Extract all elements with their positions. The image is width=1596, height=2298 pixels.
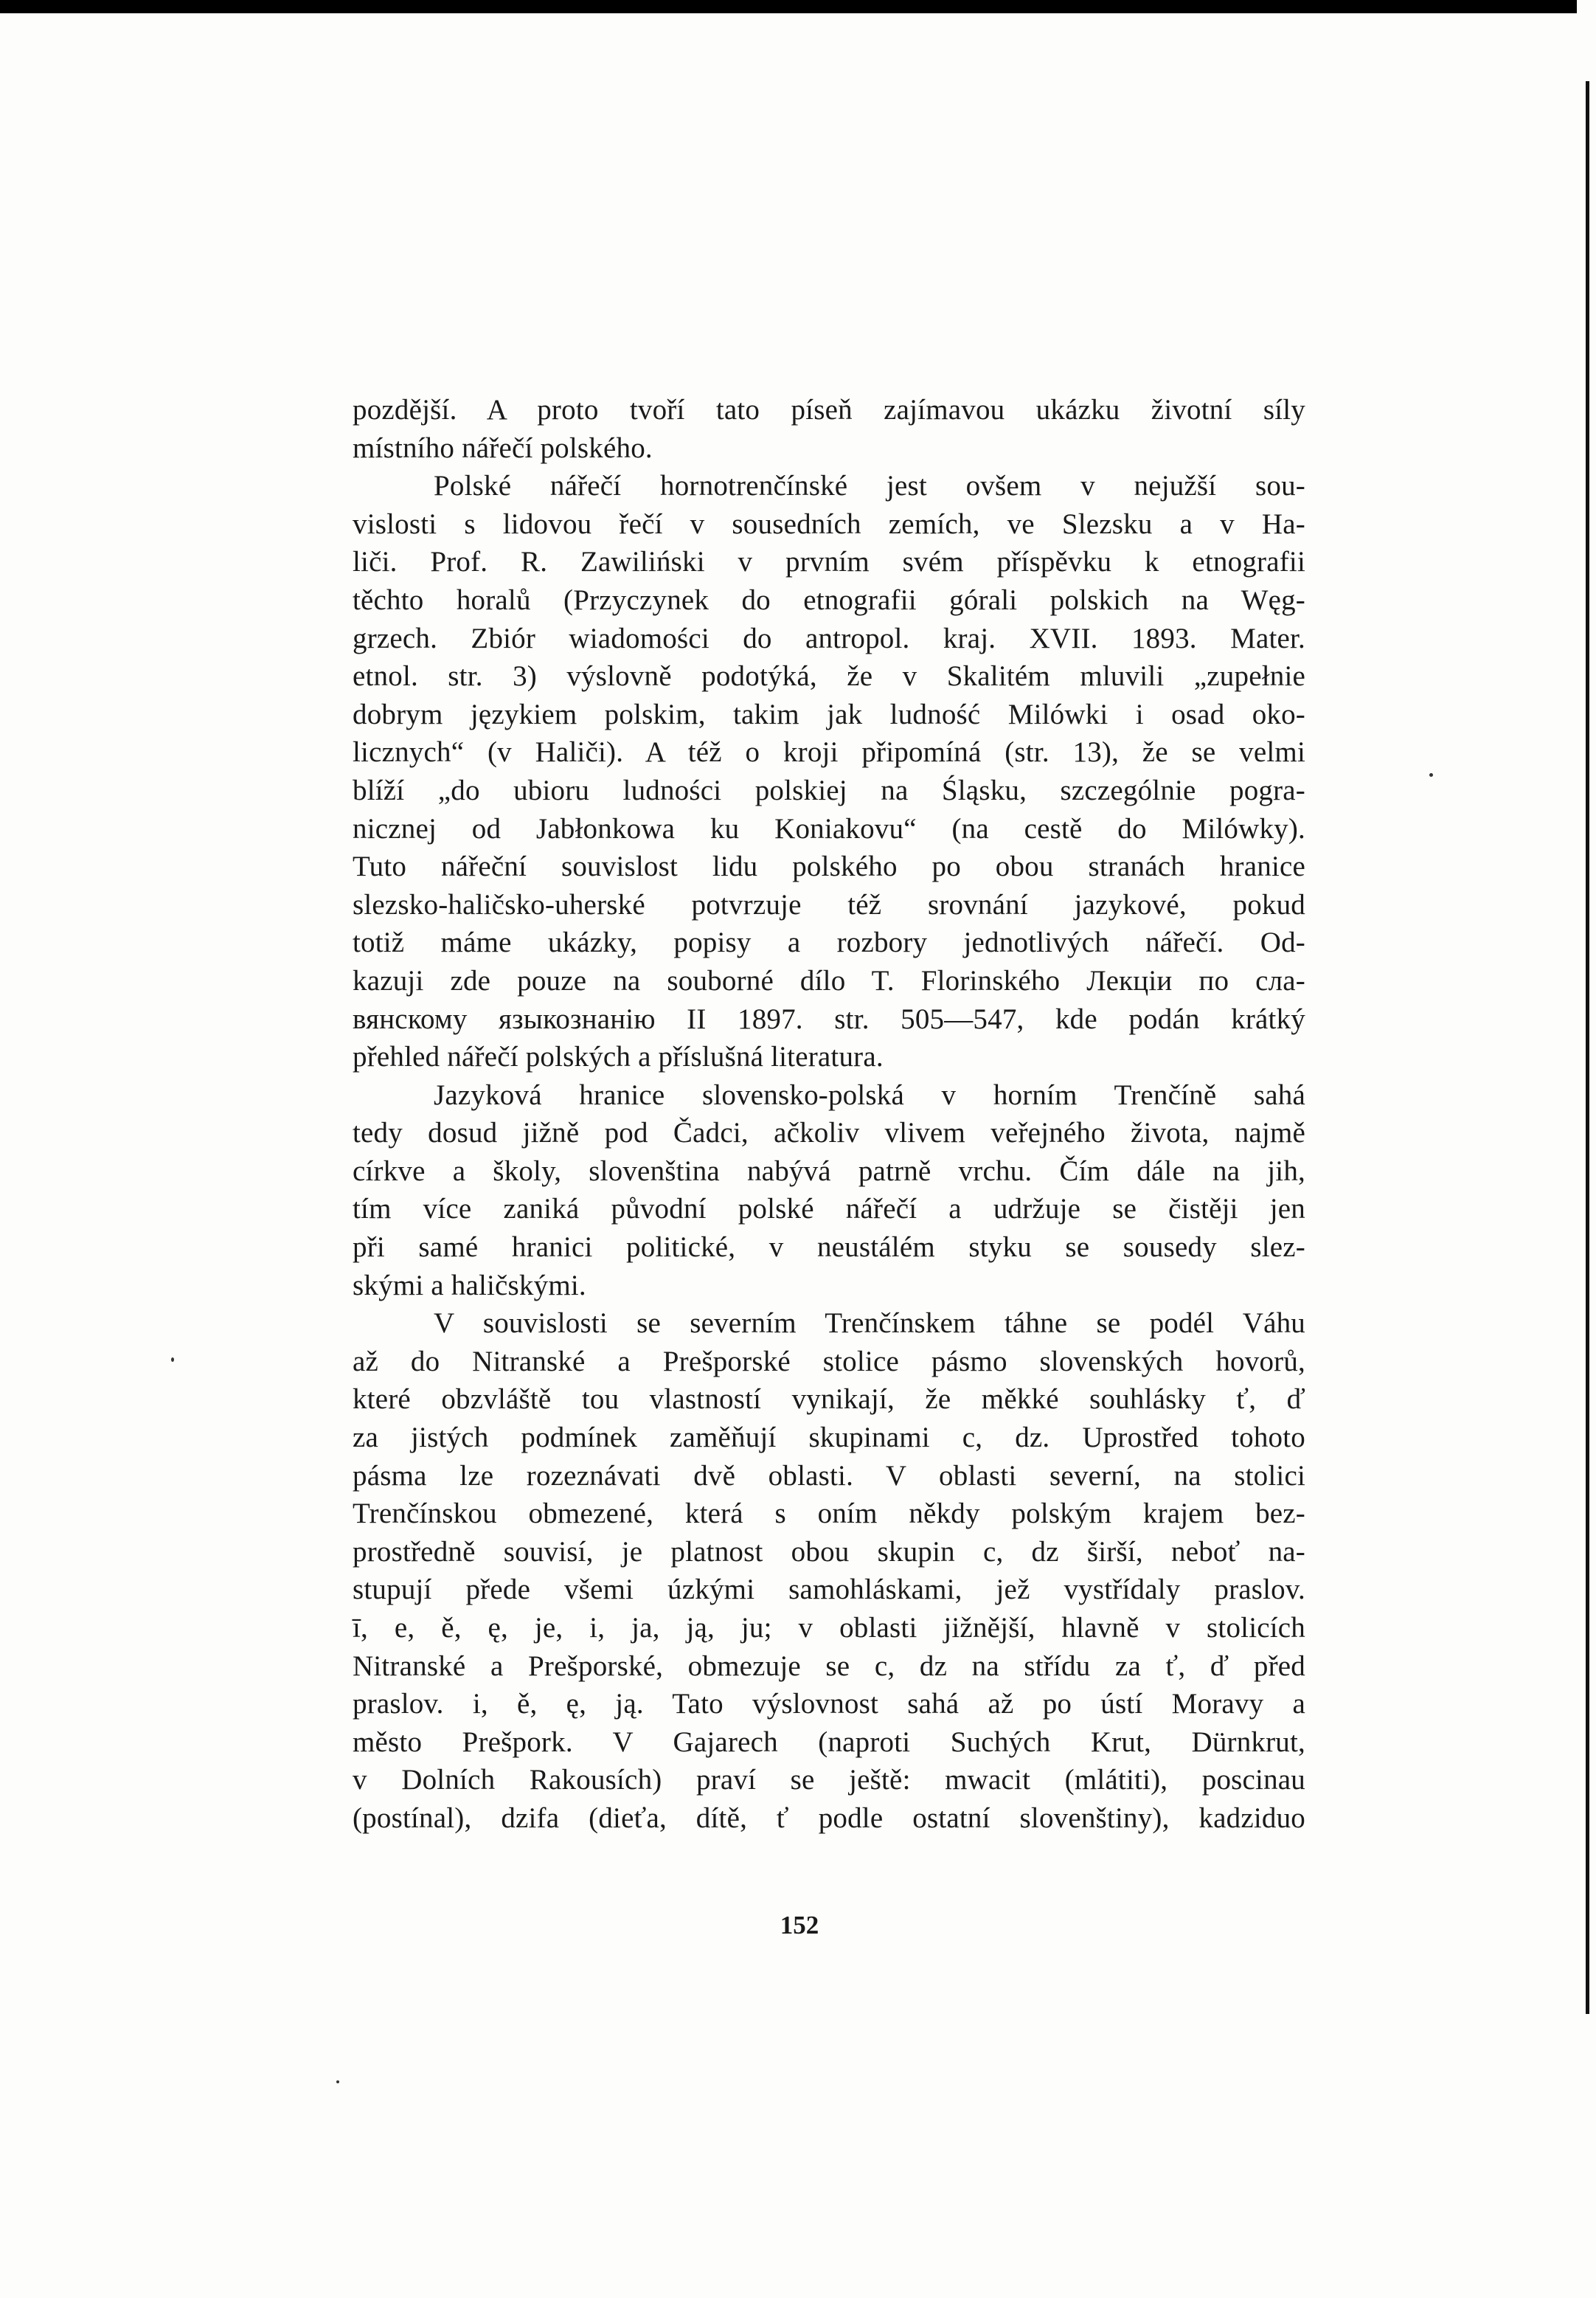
text-line: tedy dosud jižně pod Čadci, ačkoliv vlivem veřejného života, najmě: [353, 1117, 1305, 1149]
text-line: Trenčínskou obmezené, která s oním někdy polským krajem bez-: [353, 1498, 1305, 1530]
text-line: přehled nářečí polských a příslušná literatura.: [353, 1041, 884, 1073]
text-line: těchto horalů (Przyczynek do etnografii górali polskich na Węg-: [353, 584, 1305, 616]
ink-speck: [336, 2080, 339, 2083]
text-line: praslov. i, ě, ę, ją. Tato výslovnost sahá až po ústí Moravy a: [353, 1688, 1305, 1720]
text-line: totiž máme ukázky, popisy a rozbory jednotlivých nářečí. Od-: [353, 927, 1305, 959]
text-line: blíží „do ubioru ludności polskiej na Śląsku, szczególnie pogra-: [353, 774, 1305, 806]
binding-line: [1586, 81, 1589, 2014]
text-line: вянскому языкознанію II 1897. str. 505—547, kde podán krátký: [353, 1003, 1305, 1035]
text-line: licznych“ (v Haliči). A též o kroji připomíná (str. 13), že se velmi: [353, 736, 1305, 769]
text-line: nicznej od Jabłonkowa ku Koniakovu“ (na cestě do Milówky).: [353, 812, 1305, 845]
text-line: Tuto nářeční souvislost lidu polského po obou stranách hranice: [353, 851, 1305, 883]
text-line: vislosti s lidovou řečí v sousedních zemích, ve Slezsku a v Ha-: [353, 508, 1305, 540]
text-line: které obzvláště tou vlastností vynikají, že měkké souhlásky ť, ď: [353, 1383, 1305, 1416]
text-line: město Prešpork. V Gajarech (naproti Suchých Krut, Dürnkrut,: [353, 1726, 1305, 1758]
text-line: grzech. Zbiór wiadomości do antropol. kraj. XVII. 1893. Mater.: [353, 622, 1305, 654]
text-line: místního nářečí polského.: [353, 432, 653, 464]
text-line: církve a školy, slovenština nabývá patrně vrchu. Čím dále na jih,: [353, 1155, 1305, 1187]
text-line: kazuji zde pouze na souborné dílo T. Florinského Лекціи по сла-: [353, 964, 1305, 997]
text-line: pásma lze rozeznávati dvě oblasti. V oblasti severní, na stolici: [353, 1459, 1305, 1492]
text-line: Nitranské a Prešporské, obmezuje se c, dz na střídu za ť, ď před: [353, 1650, 1305, 1682]
text-line: slezsko-haličsko-uherské potvrzuje též srovnání jazykové, pokud: [353, 888, 1305, 921]
ink-speck: [171, 1357, 174, 1362]
text-line: až do Nitranské a Prešporské stolice pásmo slovenských hovorů,: [353, 1345, 1305, 1377]
text-line: liči. Prof. R. Zawiliński v prvním svém příspěvku k etnografii: [353, 546, 1305, 578]
text-line: V souvislosti se severním Trenčínskem táhne se podél Váhu: [434, 1307, 1305, 1340]
text-line: Polské nářečí hornotrenčínské jest ovšem v nejužší sou-: [434, 470, 1305, 502]
ink-speck: [1429, 773, 1433, 777]
text-line: dobrym językiem polskim, takim jak ludność Milówki i osad oko-: [353, 698, 1305, 730]
text-line: pozdější. A proto tvoří tato píseň zajímavou ukázku životní síly: [353, 394, 1305, 426]
text-line: za jistých podmínek zaměňují skupinami c, dz. Uprostřed tohoto: [353, 1422, 1305, 1454]
book-page: [0, 13, 1577, 2298]
text-line: při samé hranici politické, v neustálém styku se sousedy slez-: [353, 1231, 1305, 1264]
text-line: (postínal), dzifa (dieťa, dítě, ť podle ostatní slovenštiny), kadziduo: [353, 1802, 1305, 1834]
text-line: v Dolních Rakousích) praví se ještě: mwacit (mlátiti), poscinau: [353, 1764, 1305, 1796]
text-line: Jazyková hranice slovensko-polská v horním Trenčíně sahá: [434, 1079, 1305, 1111]
page-number: 152: [780, 1911, 819, 1939]
text-line: skými a haličskými.: [353, 1269, 586, 1301]
text-line: etnol. str. 3) výslovně podotýká, že v Skalitém mluvili „zupełnie: [353, 660, 1305, 693]
text-line: stupují přede všemi úzkými samohláskami, jež vystřídaly praslov.: [353, 1574, 1305, 1606]
text-line: prostředně souvisí, je platnost obou skupin c, dz širší, neboť na-: [353, 1535, 1305, 1568]
body-text: [353, 391, 1305, 1838]
text-line: tím více zaniká původní polské nářečí a udržuje se čistěji jen: [353, 1193, 1305, 1225]
page-edge: [1577, 0, 1596, 2298]
text-line: ī, e, ě, ę, je, i, ja, ją, ju; v oblasti jižnější, hlavně v stolicích: [353, 1612, 1305, 1644]
